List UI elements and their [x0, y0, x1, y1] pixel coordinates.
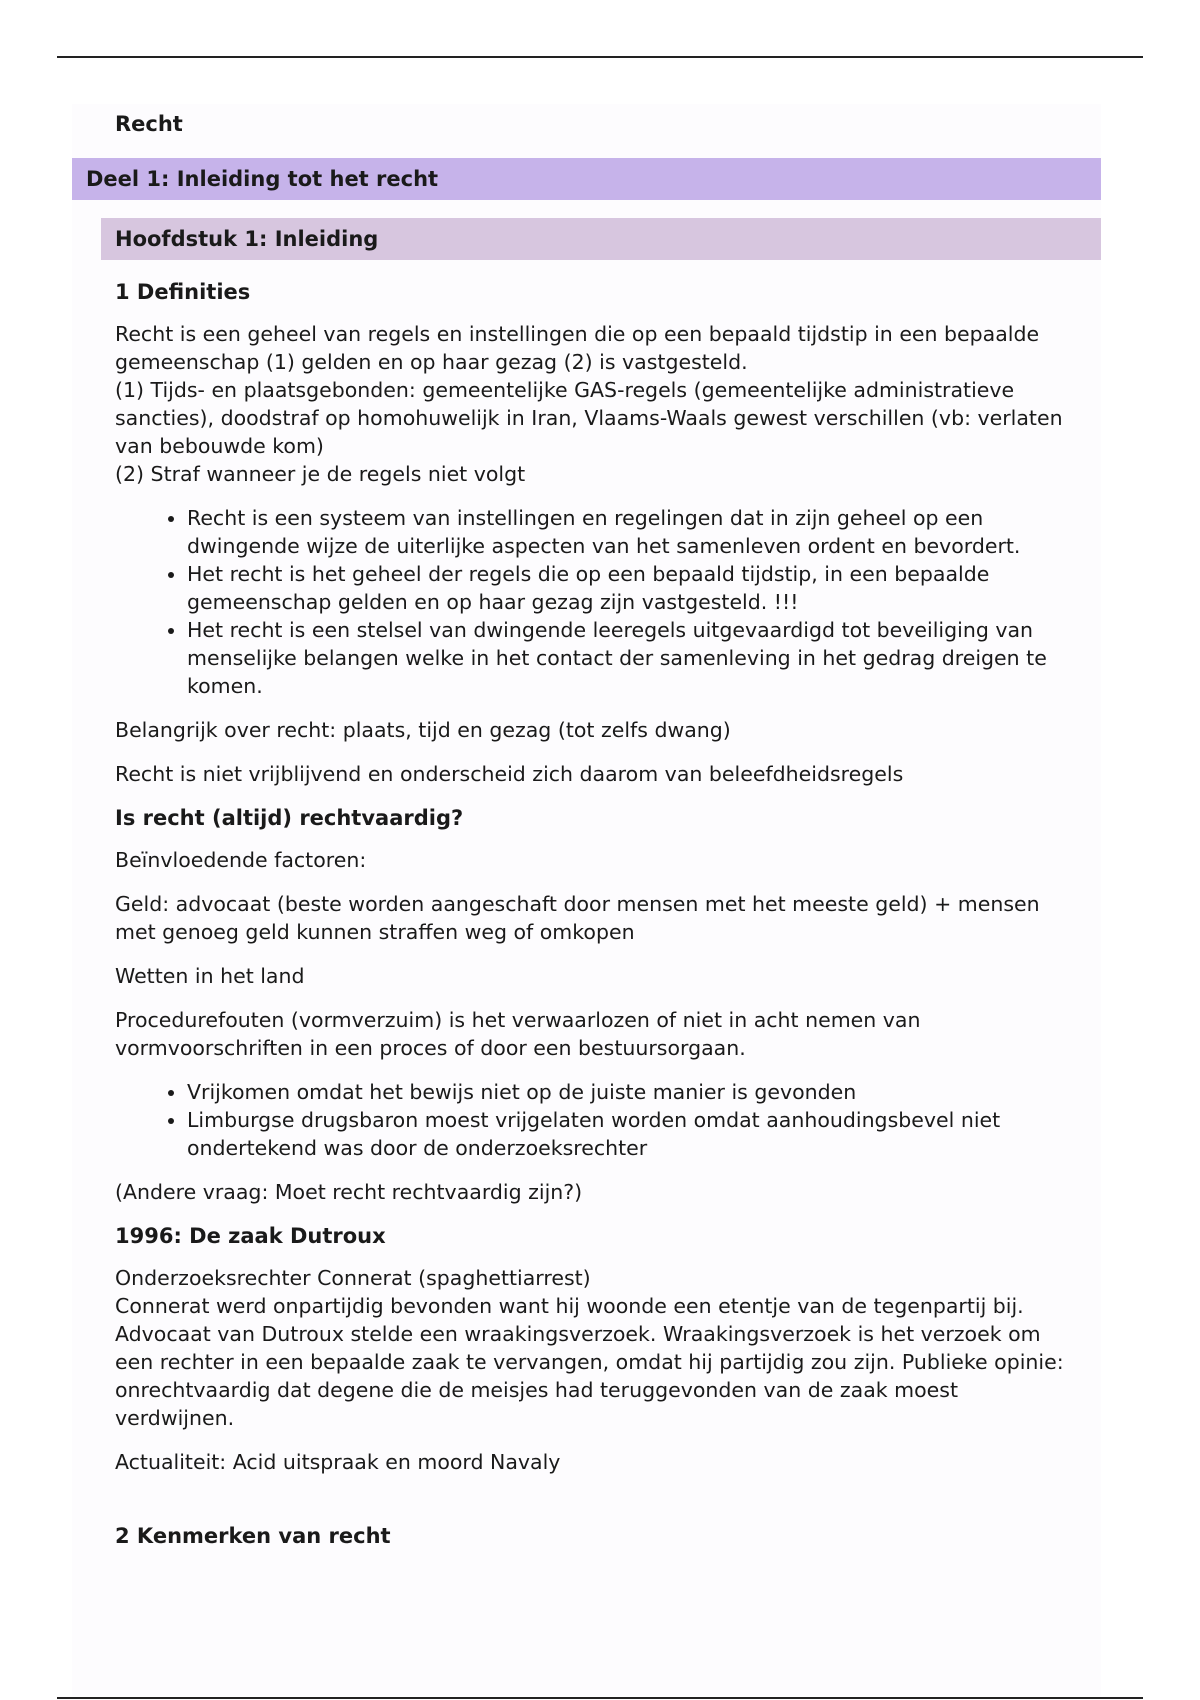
- definition-list: [115, 504, 1075, 700]
- section-heading-dutroux: 1996: De zaak Dutroux: [115, 1224, 386, 1248]
- other-question: (Andere vraag: Moet recht rechtvaardig zijn?): [115, 1180, 583, 1204]
- document-body: [115, 278, 1075, 1564]
- list-item: • Recht is een systeem van instellingen en regelingen dat in zijn geheel op een dwingende wijze de uiterlijke aspecten van het samenleven ordent en bevordert.: [187, 504, 1075, 560]
- important-note: Belangrijk over recht: plaats, tijd en gezag (tot zelfs dwang): [115, 718, 731, 742]
- chapter-prefix: Hoofdstuk 1:: [115, 227, 275, 251]
- factors-label: Beïnvloedende factoren:: [115, 848, 367, 872]
- part-title: Deel 1: Inleiding tot het recht: [86, 167, 439, 191]
- list-item: • Vrijkomen omdat het bewijs niet op de juiste manier is gevonden: [187, 1078, 1075, 1106]
- definition-line: Recht is een geheel van regels en instellingen die op een bepaald tijdstip in een bepaalde gemeenschap (1) gelden en op haar gezag (2) is vastgesteld.: [115, 322, 1040, 374]
- dutroux-story: Connerat werd onpartijdig bevonden want hij woonde een etentje van de tegenpartij bij. Advocaat van Dutroux stelde een wraakingsverzoek. Wraakingsverzoek is het verzoek om een rechter in een bepaalde zaak te vervangen, omdat hij partijdig zou zijn. Publieke opinie: onrechtvaardig dat degene die de meisjes had teruggevonden van de zaak moest verdwijnen.: [115, 1294, 1064, 1430]
- list-item: • Het recht is het geheel der regels die op een bepaald tijdstip, in een bepaalde gemeenschap gelden en op haar gezag zijn vastgesteld. !!!: [187, 560, 1075, 616]
- dutroux-paragraph: [115, 1264, 1075, 1432]
- dutroux-judge: Onderzoeksrechter Connerat (spaghettiarrest): [115, 1266, 591, 1290]
- document-title: Recht: [115, 112, 183, 136]
- definition-paragraph: [115, 320, 1075, 488]
- factor-money: Geld: advocaat (beste worden aangeschaft door mensen met het meeste geld) + mensen met genoeg geld kunnen straffen weg of omkopen: [115, 892, 1040, 944]
- definition-line: (2) Straf wanneer je de regels niet volgt: [115, 462, 526, 486]
- actuality-note: Actualiteit: Acid uitspraak en moord Navaly: [115, 1450, 561, 1474]
- list-item: • Limburgse drugsbaron moest vrijgelaten worden omdat aanhoudingsbevel niet ondertekend was door de onderzoeksrechter: [187, 1106, 1075, 1162]
- procedure-list: [115, 1078, 1075, 1162]
- footer-rule: [57, 1697, 1143, 1699]
- chapter-title: [115, 227, 378, 251]
- factor-laws: Wetten in het land: [115, 964, 305, 988]
- section-heading-definities: 1 Definities: [115, 280, 251, 304]
- part-heading-band: [72, 158, 1101, 200]
- section-spacer: [115, 1492, 1075, 1522]
- factor-procedure: Procedurefouten (vormverzuim) is het verwaarlozen of niet in acht nemen van vormvoorschriften in een proces of door een bestuursorgaan.: [115, 1008, 921, 1060]
- chapter-name: Inleiding: [274, 227, 379, 251]
- definition-line: (1) Tijds- en plaatsgebonden: gemeentelijke GAS-regels (gemeentelijke administratieve sancties), doodstraf op homohuwelijk in Iran, Vlaams-Waals gewest verschillen (vb: verlaten van bebouwde kom): [115, 378, 1063, 458]
- not-optional-note: Recht is niet vrijblijvend en onderscheid zich daarom van beleefdheidsregels: [115, 762, 904, 786]
- section-heading-kenmerken: 2 Kenmerken van recht: [115, 1524, 391, 1548]
- section-heading-rechtvaardig: Is recht (altijd) rechtvaardig?: [115, 806, 464, 830]
- list-item: • Het recht is een stelsel van dwingende leeregels uitgevaardigd tot beveiliging van menselijke belangen welke in het contact der samenleving in het gedrag dreigen te komen.: [187, 616, 1075, 700]
- chapter-heading-band: [101, 218, 1101, 260]
